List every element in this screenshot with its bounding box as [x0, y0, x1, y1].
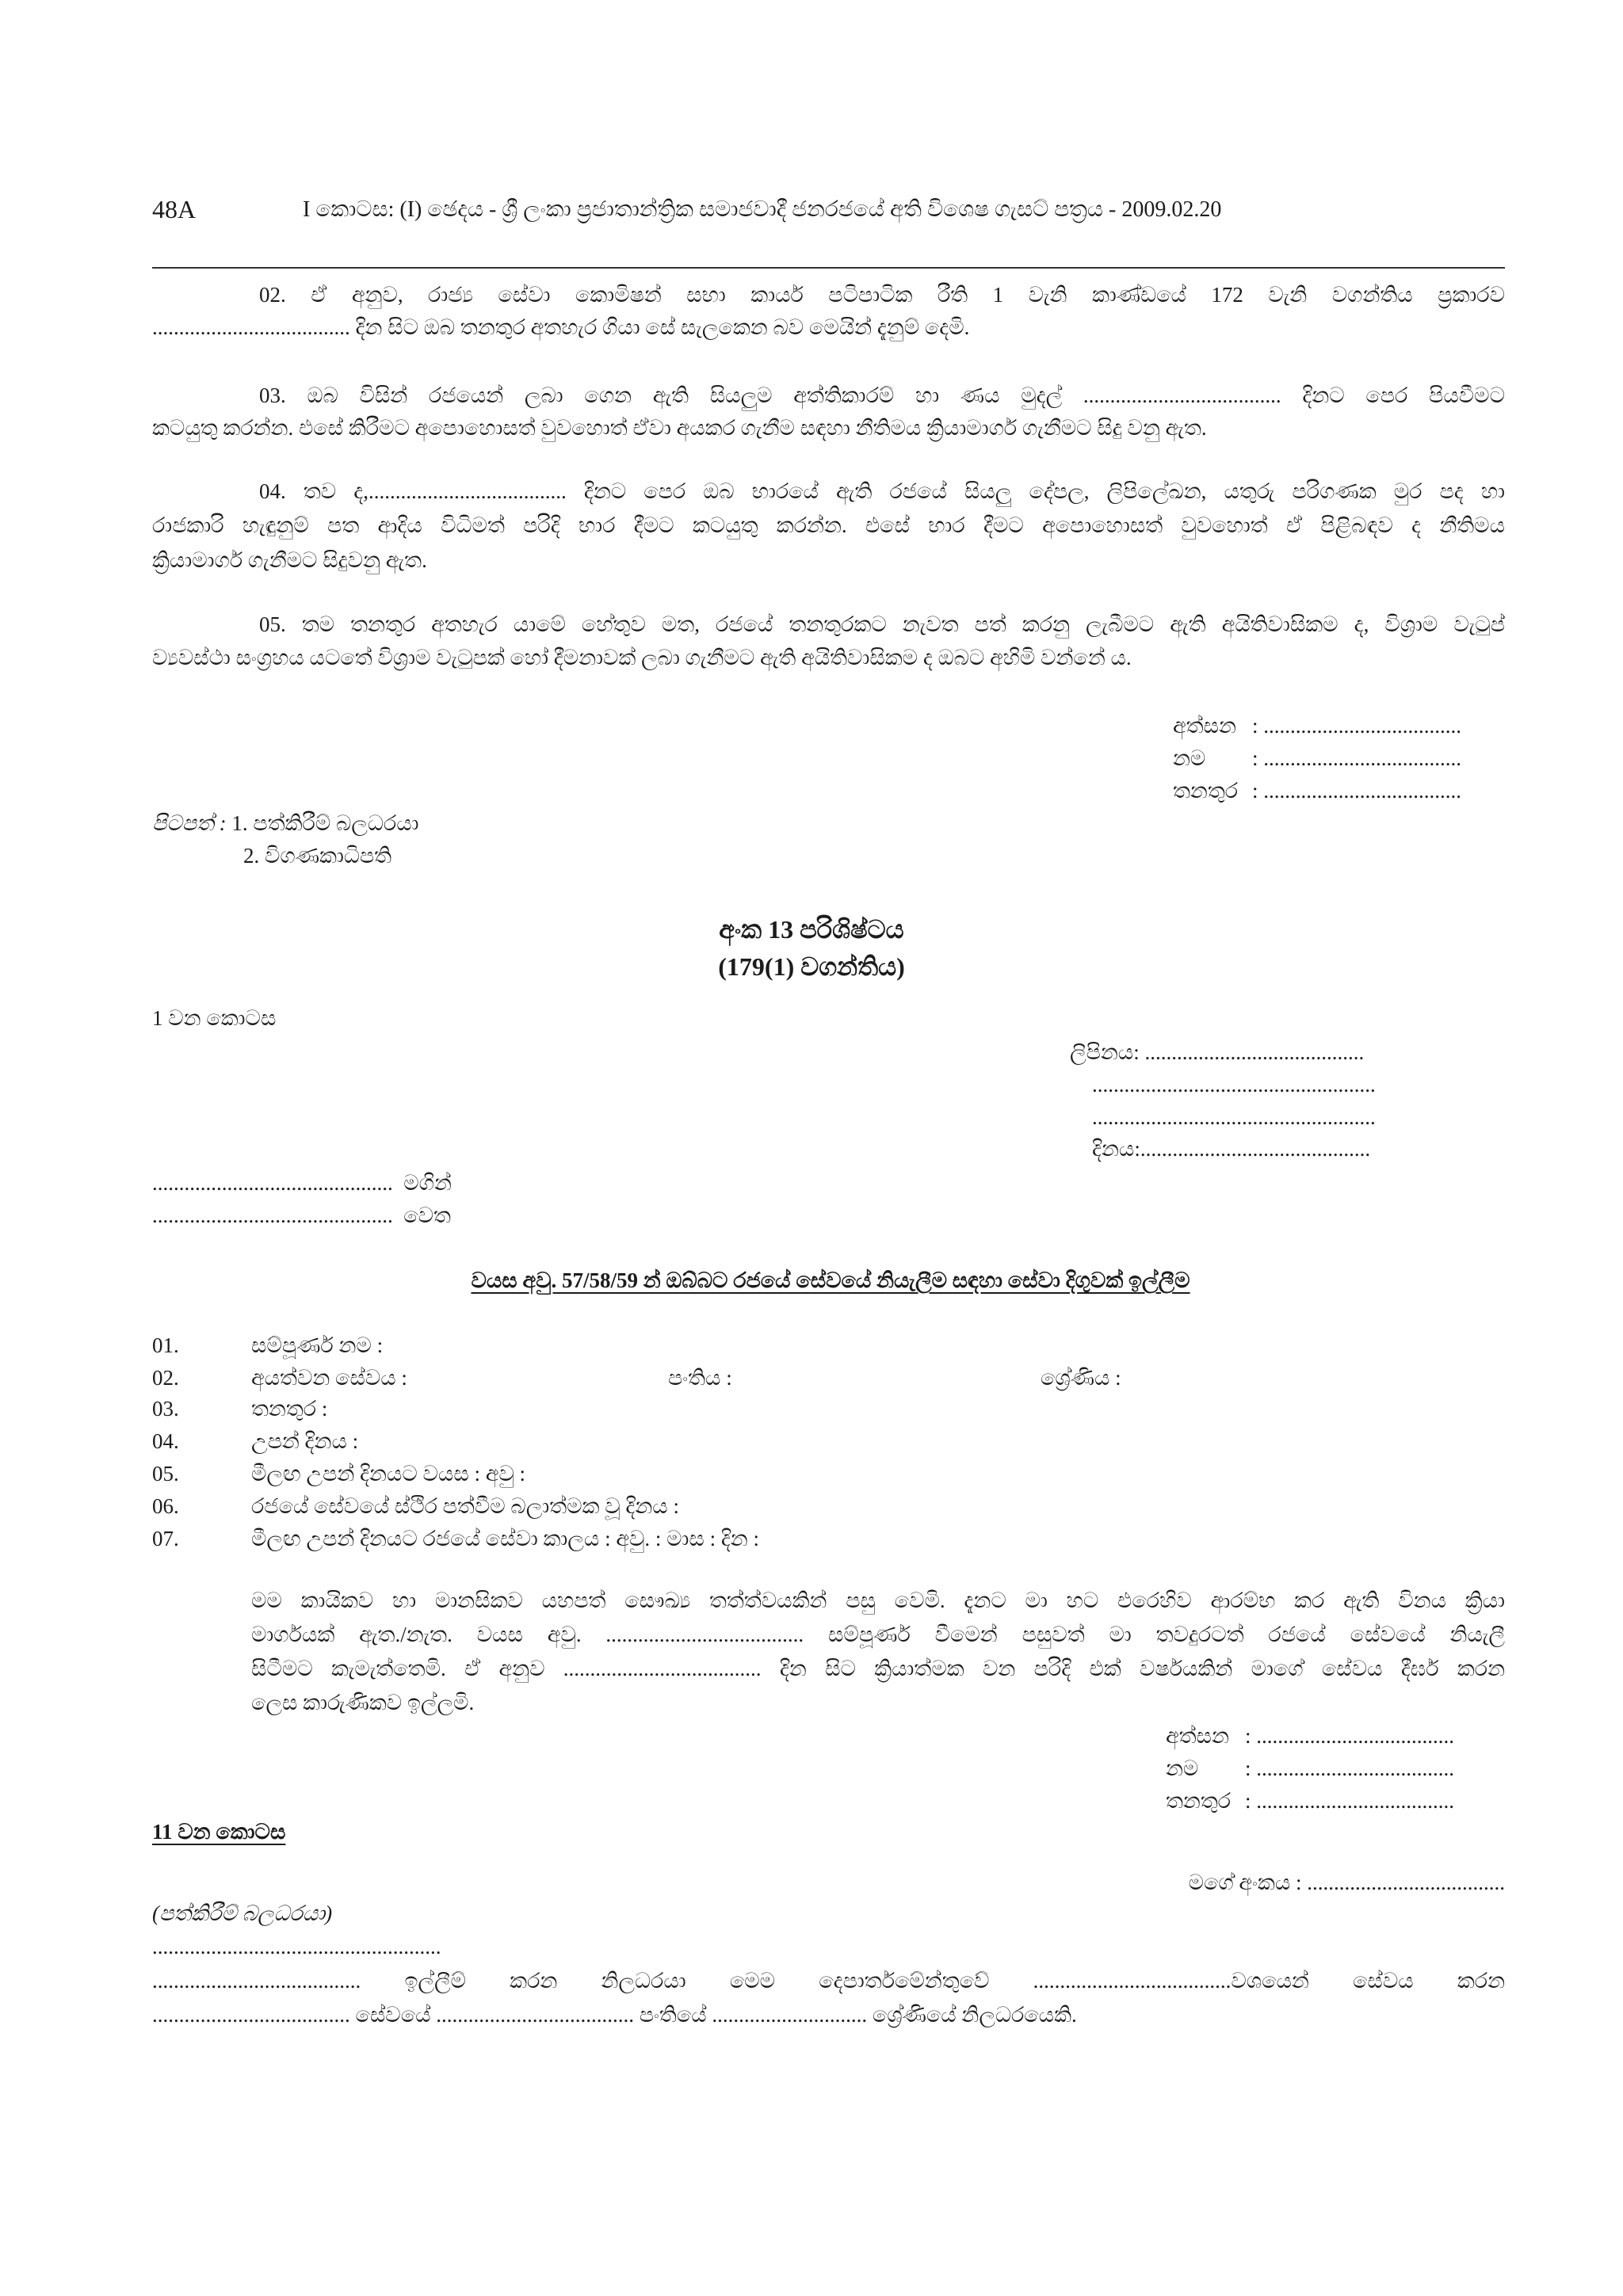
- name-label: නම: [1173, 746, 1206, 770]
- paragraph-04-line: ක්‍රියාමාර්ග ගැනීමට සිදුවනු ඇත.: [152, 548, 427, 572]
- address-line: .....................................................: [1092, 1073, 1376, 1097]
- signature-dots: : .....................................: [1252, 714, 1462, 738]
- name-dots: : .....................................: [1252, 746, 1462, 770]
- name-dots: : .....................................: [1245, 1756, 1455, 1780]
- designation-label: තනතුර: [1173, 779, 1239, 803]
- date-line: දිනය:...........................................: [1092, 1137, 1371, 1161]
- declaration-line: මාර්ගයක් ඇත./නැත. වයස අවු. ..................................... සම්පූර්ණ වීමෙන් පසුවත් මා තවදුරටත් රජයේ සේවයේ නියැලී: [251, 1623, 1505, 1646]
- part-two-line: ..................................... සේවයේ ..................................... පංතියේ ............................. ශ්‍රේණියේ නිලධරයෙකි.: [152, 2003, 1077, 2027]
- paragraph-04-line: 04. තව ද,..................................... දිනට පෙර ඔබ භාරයේ ඇති රජයේ සියලු දේපල, ලිපිලේඛන, යතුරු පරිගණක මුර පද හා: [259, 479, 1505, 503]
- paragraph-02-line: ..................................... දින සිට ඔබ තනතුර අතහැර ගියා සේ සැලකෙන බව මෙයින් දැනුම් දෙමි.: [152, 315, 970, 339]
- field-number: 06.: [152, 1494, 179, 1518]
- request-subject-text: වයස අවු. 57/58/59 න් ඔබ්බට රජයේ සේවයේ නියැලීම සඳහා සේවා දිගුවක් ඉල්ලීම: [471, 1268, 1190, 1292]
- field-age-next-birthday: මීලඟ උපන් දිනයට වයස : අවු :: [251, 1462, 526, 1486]
- paragraph-04-line: රාජකාරි හැඳුනුම් පත ආදිය විධිමත් පරිදි භාර දීමට කටයුතු කරන්න. එසේ භාර දීමට අපොහොසත් වුවහොත් ඒ පිළිබඳව ද නීතිමය: [152, 513, 1505, 537]
- part-one-label: 1 වන කොටස: [152, 1006, 277, 1030]
- paragraph-05-line: 05. තම තනතුර අතහැර යාමේ හේතුව මත, රජයේ තනතුරකට නැවත පත් කරනු ලැබීමට ඇති අයිතිවාසිකම ද, විශ්‍රාම වැටුප්: [259, 612, 1505, 636]
- my-number-line: මගේ අංකය : .....................................: [1188, 1871, 1505, 1894]
- field-date-of-birth: උපන් දිනය :: [251, 1429, 359, 1453]
- address-line: ලිපිනය: .........................................: [1070, 1040, 1365, 1064]
- field-full-name: සම්පූර්ණ නම :: [251, 1333, 384, 1357]
- authority-dots-line: ......................................................: [152, 1935, 441, 1958]
- field-class: පංතිය :: [668, 1366, 732, 1390]
- copies-label: පිටපත් :: [152, 811, 227, 835]
- to-label: වෙත: [403, 1203, 451, 1227]
- header-rule: [152, 267, 1505, 269]
- field-permanent-appointment-date: රජයේ සේවයේ ස්ථිර පත්වීම බලාත්මක වූ දිනය :: [251, 1494, 679, 1518]
- annex-clause: (179(1) වගන්තිය): [718, 952, 905, 981]
- via-line: [152, 1167, 452, 1199]
- name-line: [1173, 742, 1461, 775]
- field-service-period: මීලඟ උපන් දිනයට රජයේ සේවා කාලය : අවු. : මාස : දින :: [251, 1527, 759, 1550]
- designation-line: [1173, 775, 1461, 807]
- field-number: 04.: [152, 1429, 179, 1453]
- to-dots: .............................................: [152, 1203, 393, 1227]
- designation-label: තනතුර: [1166, 1789, 1232, 1813]
- request-subject: [0, 1264, 1623, 1297]
- field-grade: ශ්‍රේණිය :: [1041, 1366, 1121, 1390]
- field-designation: තනතුර :: [251, 1397, 328, 1421]
- designation-dots: : .....................................: [1252, 779, 1462, 803]
- paragraph-03-line: කටයුතු කරන්න. එසේ කිරීමට අපොහොසත් වුවහොත් ඒවා අයකර ගැනීම සඳහා නීතිමය ක්‍රියාමාර්ග ගැනීමට සිදු වනු ඇත.: [152, 416, 1207, 440]
- copies-item: 1. පත්කිරීම් බලධරයා: [231, 811, 419, 835]
- signature-label: අත්සන: [1166, 1724, 1229, 1748]
- signature-line: [1166, 1720, 1454, 1753]
- copies-item: 2. විගණකාධිපති: [243, 844, 392, 868]
- part-two-line: ....................................... ඉල්ලීම් කරන නිලධරයා මෙම දෙපාර්තමේන්තුවේ .....................................වශයෙන් සේවය කරන: [152, 1969, 1505, 1993]
- annex-title: අංක 13 පරිශිෂ්ටය: [719, 915, 904, 944]
- field-number: 03.: [152, 1397, 179, 1421]
- via-label: මගින්: [403, 1171, 452, 1195]
- declaration-line: සිටීමට කැමැත්තෙමි. ඒ අනුව ..................................... දින සිට ක්‍රියාත්මක වන පරිදි එක් වර්ෂයකින් මාගේ සේවය දීර්ඝ කරන: [251, 1657, 1505, 1680]
- part-two-label: 11 වන කොටස: [152, 1820, 286, 1844]
- name-line: [1166, 1753, 1454, 1785]
- field-number: 05.: [152, 1462, 179, 1486]
- to-line: [152, 1199, 451, 1232]
- paragraph-05-line: ව්‍යවස්ථා සංග්‍රහය යටතේ විශ්‍රාම වැටුපක් හෝ දීමනාවක් ලබා ගැනීමට ඇති අයිතිවාසිකම ද ඔබට අහිමි වන්නේ ය.: [152, 646, 1132, 669]
- page-number: 48A: [152, 195, 197, 223]
- name-label: නම: [1166, 1756, 1199, 1780]
- declaration-line: ලෙස කාරුණිකව ඉල්ලමි.: [251, 1691, 475, 1714]
- address-line: .....................................................: [1092, 1105, 1376, 1129]
- declaration-line: මම කායිකව හා මානසිකව යහපත් සෞඛ්‍ය තත්ත්වයකින් පසු වෙමි. දැනට මා හට එරෙහිව ආරම්භ කර ඇති විනය ක්‍රියා: [251, 1589, 1505, 1612]
- field-number: 07.: [152, 1527, 179, 1550]
- signature-line: [1173, 710, 1461, 742]
- gazette-header-title: I කොටස: (I) ඡෙදය - ශ්‍රී ලංකා ප්‍රජාතාන්ත්‍රික සමාජවාදී ජනරජයේ අති විශෙෂ ගැසට් පත්‍රය - 2009.02.20: [303, 197, 1222, 222]
- via-dots: .............................................: [152, 1171, 393, 1195]
- signature-dots: : .....................................: [1245, 1724, 1455, 1748]
- field-service: අයත්වන සේවය :: [251, 1366, 407, 1390]
- signature-label: අත්සන: [1173, 714, 1236, 738]
- designation-line: [1166, 1785, 1454, 1817]
- appointing-authority-label: (පත්කිරීම් බලධරයා): [152, 1901, 333, 1925]
- paragraph-02-line: 02. ඒ අනුව, රාජ්‍ය සේවා කොමිෂන් සභා කාර්ය පටිපාටික රීති 1 වැනි කාණ්ඩයේ 172 වැනි වගන්තිය ප්‍රකාරව: [259, 283, 1505, 307]
- copies-line: [152, 807, 419, 840]
- designation-dots: : .....................................: [1245, 1789, 1455, 1813]
- field-number: 02.: [152, 1366, 179, 1390]
- paragraph-03-line: 03. ඔබ විසින් රජයෙන් ලබා ගෙන ඇති සියලුම අත්තිකාරම් හා ණය මුදල් ..................................... දිනට පෙර පියවීමට: [259, 383, 1505, 407]
- field-number: 01.: [152, 1333, 179, 1357]
